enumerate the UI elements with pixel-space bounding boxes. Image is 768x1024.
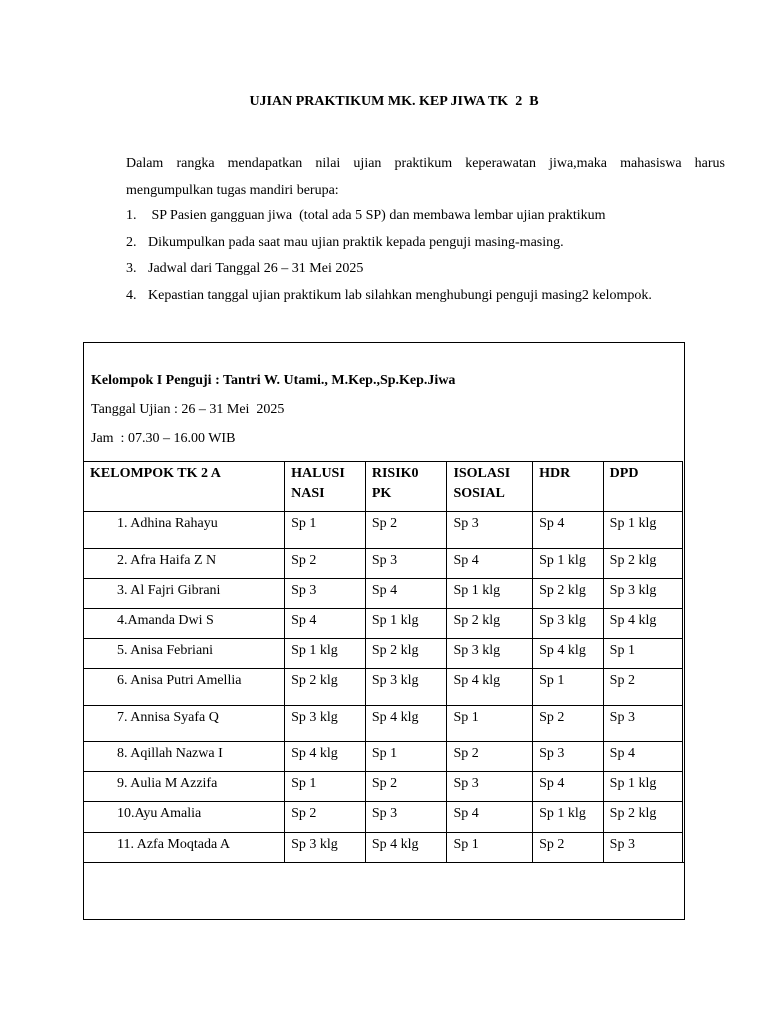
sp-assignment-cell: Sp 1 klg (365, 609, 447, 639)
sp-assignment-cell: Sp 1 klg (533, 802, 604, 833)
column-header: HALUSI NASI (285, 462, 366, 512)
sp-assignment-cell: Sp 2 klg (603, 549, 682, 579)
sp-assignment-cell: Sp 2 (533, 706, 604, 742)
table-row (84, 772, 683, 802)
sp-assignment-cell: Sp 1 (447, 833, 533, 863)
document-title: UJIAN PRAKTIKUM MK. KEP JIWA TK 2 B (249, 94, 539, 109)
sp-assignment-cell: Sp 2 klg (447, 609, 533, 639)
sp-assignment-cell: Sp 4 klg (285, 742, 366, 772)
sp-assignment-cell: Sp 3 (533, 742, 604, 772)
student-name-cell: 11. Azfa Moqtada A (84, 833, 285, 863)
table-row (84, 579, 683, 609)
table-row (84, 609, 683, 639)
schedule-table (83, 461, 683, 863)
student-name-cell: 7. Annisa Syafa Q (84, 706, 285, 742)
list-number: 4. (126, 287, 137, 303)
sp-assignment-cell: Sp 1 (447, 706, 533, 742)
sp-assignment-cell: Sp 2 klg (365, 639, 447, 669)
table-row (84, 742, 683, 772)
sp-assignment-cell: Sp 4 klg (365, 706, 447, 742)
column-header: DPD (603, 462, 682, 512)
list-text: SP Pasien gangguan jiwa (total ada 5 SP) dan membawa lembar ujian praktikum (148, 208, 606, 223)
student-name-cell: 5. Anisa Febriani (84, 639, 285, 669)
task-list (126, 203, 746, 309)
table-row (84, 639, 683, 669)
sp-assignment-cell: Sp 1 klg (447, 579, 533, 609)
sp-assignment-cell: Sp 2 (365, 772, 447, 802)
list-item (126, 203, 746, 230)
sp-assignment-cell: Sp 4 (603, 742, 682, 772)
sp-assignment-cell: Sp 4 klg (533, 639, 604, 669)
column-header: HDR (533, 462, 604, 512)
sp-assignment-cell: Sp 1 (533, 669, 604, 706)
sp-assignment-cell: Sp 2 klg (603, 802, 682, 833)
list-text: Kepastian tanggal ujian praktikum lab silahkan menghubungi penguji masing2 kelompok. (148, 287, 652, 303)
list-text: Dikumpulkan pada saat mau ujian praktik kepada penguji masing-masing. (148, 234, 564, 250)
sp-assignment-cell: Sp 1 klg (603, 772, 682, 802)
exam-group-box (83, 342, 685, 920)
sp-assignment-cell: Sp 2 klg (285, 669, 366, 706)
table-row (84, 706, 683, 742)
sp-assignment-cell: Sp 1 klg (533, 549, 604, 579)
sp-assignment-cell: Sp 4 (447, 549, 533, 579)
sp-assignment-cell: Sp 3 (365, 549, 447, 579)
list-text: Jadwal dari Tanggal 26 – 31 Mei 2025 (148, 261, 364, 277)
student-name-cell: 10.Ayu Amalia (84, 802, 285, 833)
student-name-cell: 3. Al Fajri Gibrani (84, 579, 285, 609)
group-title: Kelompok I Penguji : Tantri W. Utami., M.Kep.,Sp.Kep.Jiwa (91, 373, 456, 388)
sp-assignment-cell: Sp 3 (365, 802, 447, 833)
sp-assignment-cell: Sp 2 (603, 669, 682, 706)
exam-date: Tanggal Ujian : 26 – 31 Mei 2025 (91, 402, 285, 417)
table-row (84, 669, 683, 706)
sp-assignment-cell: Sp 2 (533, 833, 604, 863)
sp-assignment-cell: Sp 1 (285, 772, 366, 802)
list-number: 2. (126, 234, 137, 250)
sp-assignment-cell: Sp 2 klg (533, 579, 604, 609)
sp-assignment-cell: Sp 3 (603, 706, 682, 742)
sp-assignment-cell: Sp 3 klg (285, 706, 366, 742)
table-row (84, 512, 683, 549)
intro-paragraph: Dalam rangka mendapatkan nilai ujian praktikum keperawatan jiwa,maka mahasiswa harus mengumpulkan tugas mandiri berupa: (126, 156, 725, 198)
sp-assignment-cell: Sp 4 klg (603, 609, 682, 639)
sp-assignment-cell: Sp 2 (365, 512, 447, 549)
sp-assignment-cell: Sp 3 klg (365, 669, 447, 706)
sp-assignment-cell: Sp 4 klg (447, 669, 533, 706)
sp-assignment-cell: Sp 4 klg (365, 833, 447, 863)
list-number: 1. (126, 208, 137, 223)
list-number: 3. (126, 261, 137, 277)
list-item (126, 256, 746, 283)
sp-assignment-cell: Sp 3 klg (285, 833, 366, 863)
column-header: RISIK0 PK (365, 462, 447, 512)
column-header: ISOLASI SOSIAL (447, 462, 533, 512)
sp-assignment-cell: Sp 3 (285, 579, 366, 609)
sp-assignment-cell: Sp 3 (447, 512, 533, 549)
student-name-cell: 4.Amanda Dwi S (84, 609, 285, 639)
sp-assignment-cell: Sp 2 (285, 549, 366, 579)
sp-assignment-cell: Sp 3 (603, 833, 682, 863)
list-item (126, 283, 746, 310)
sp-assignment-cell: Sp 3 klg (447, 639, 533, 669)
sp-assignment-cell: Sp 4 (533, 772, 604, 802)
student-name-cell: 9. Aulia M Azzifa (84, 772, 285, 802)
empty-footer-cell (83, 862, 685, 921)
exam-time: Jam : 07.30 – 16.00 WIB (91, 431, 236, 446)
sp-assignment-cell: Sp 4 (447, 802, 533, 833)
table-row (84, 802, 683, 833)
column-header: KELOMPOK TK 2 A (84, 462, 285, 512)
sp-assignment-cell: Sp 4 (365, 579, 447, 609)
student-name-cell: 1. Adhina Rahayu (84, 512, 285, 549)
sp-assignment-cell: Sp 4 (285, 609, 366, 639)
sp-assignment-cell: Sp 2 (285, 802, 366, 833)
sp-assignment-cell: Sp 1 (603, 639, 682, 669)
sp-assignment-cell: Sp 1 klg (285, 639, 366, 669)
sp-assignment-cell: Sp 3 klg (533, 609, 604, 639)
list-item (126, 230, 746, 257)
sp-assignment-cell: Sp 2 (447, 742, 533, 772)
table-row (84, 549, 683, 579)
table-header-row (84, 462, 683, 512)
student-name-cell: 8. Aqillah Nazwa I (84, 742, 285, 772)
sp-assignment-cell: Sp 4 (533, 512, 604, 549)
student-name-cell: 2. Afra Haifa Z N (84, 549, 285, 579)
sp-assignment-cell: Sp 3 (447, 772, 533, 802)
student-name-cell: 6. Anisa Putri Amellia (84, 669, 285, 706)
table-row (84, 833, 683, 863)
sp-assignment-cell: Sp 1 klg (603, 512, 682, 549)
sp-assignment-cell: Sp 3 klg (603, 579, 682, 609)
sp-assignment-cell: Sp 1 (285, 512, 366, 549)
sp-assignment-cell: Sp 1 (365, 742, 447, 772)
